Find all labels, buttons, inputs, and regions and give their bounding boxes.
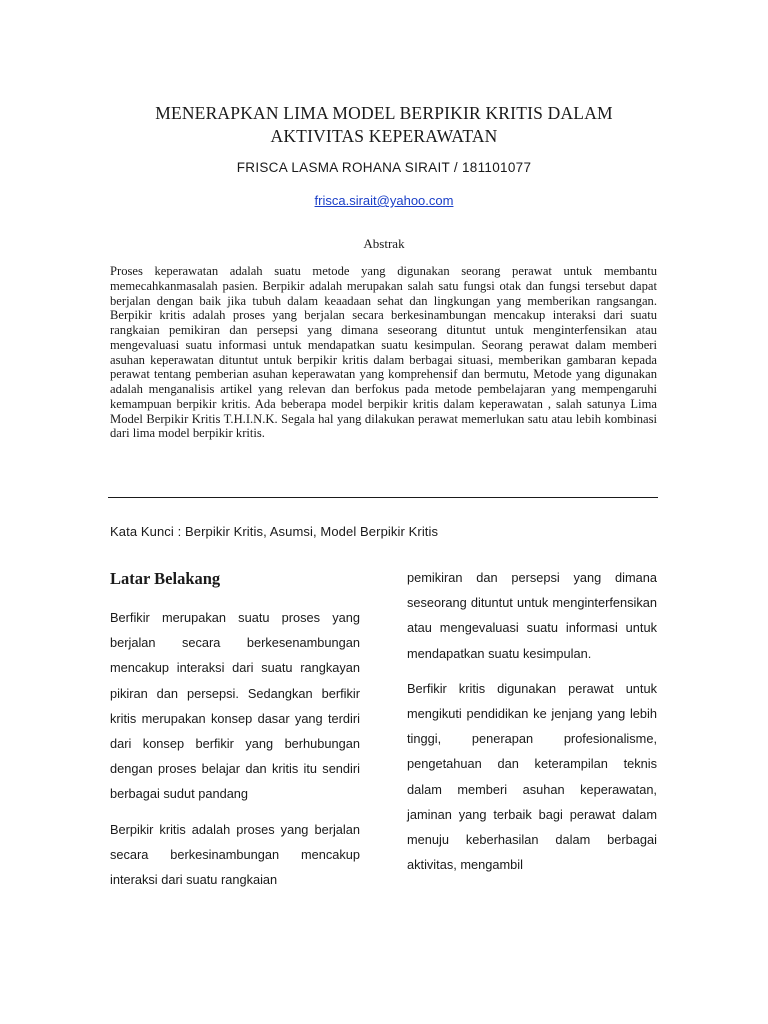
keywords: Kata Kunci : Berpikir Kritis, Asumsi, Model Berpikir Kritis <box>110 524 439 539</box>
paper-title <box>0 102 768 148</box>
paper-title-line-1: MENERAPKAN LIMA MODEL BERPIKIR KRITIS DALAM <box>155 103 613 123</box>
abstract-text: Proses keperawatan adalah suatu metode yang digunakan seorang perawat untuk membantu memecahkanmasalah pasien. Berpikir adalah merupakan salah satu fungsi otak dan fungsi tersebut dapat berjalan dengan baik jika tubuh dalam keaadaan sehat dan lingkungan yang memberikan rangsangan. Berpikir kritis adalah proses yang berjalan secara berkesinambungan mencakup interaksi dari suatu rangkaian pemikiran dan persepsi yang dimana seseorang dituntut untuk menginterfensikan atau mengevaluasi suatu informasi untuk mendapatkan suatu kesimpulan. Seorang perawat dalam memberi asuhan keperawatan dituntut untuk berpikir kritis dalam berbagai situasi, memberikan gambaran kepada perawat tentang pemberian asuhan keperawatan yang komprehensif dan bermutu, Metode yang digunakan adalah menganalisis artikel yang relevan dan berfokus pada metode pembelajaran yang mempengaruhi kemampuan berpikir kritis. Ada beberapa model berpikir kritis dalam keperawatan , salah satunya Lima Model Berpikir Kritis T.H.I.N.K. Segala hal yang dilakukan perawat memerlukan satu atau lebih kombinasi dari lima model berpikir kritis. <box>110 264 657 441</box>
section-heading: Latar Belakang <box>110 569 221 588</box>
section-divider <box>108 497 658 498</box>
email-link[interactable]: frisca.sirait@yahoo.com <box>314 193 454 208</box>
body-paragraph: Berpikir kritis adalah proses yang berjalan secara berkesinambungan mencakup interaksi dari suatu rangkaian <box>110 821 360 888</box>
body-paragraph: Berfikir kritis digunakan perawat untuk mengikuti pendidikan ke jenjang yang lebih tinggi, penerapan profesionalisme, pengetahuan dan keterampilan teknis dalam memberi asuhan keperawatan, jaminan yang terbaik bagi perawat dalam menuju keberhasilan dalam berbagai aktivitas, mengambil <box>407 680 657 873</box>
body-paragraph: Berfikir merupakan suatu proses yang berjalan secara berkesenambungan mencakup interaksi dari suatu rangkayan pikiran dan persepsi. Sedangkan berfikir kritis merupakan konsep dasar yang terdiri dari konsep berfikir yang berhubungan dengan proses belajar dan kritis itu sendiri berbagai sudut pandang <box>110 610 360 802</box>
author-email <box>0 193 768 208</box>
right-column <box>407 565 657 887</box>
body-paragraph: pemikiran dan persepsi yang dimana seseorang dituntut untuk menginterfensikan atau mengevaluasi suatu informasi untuk mendapatkan suatu kesimpulan. <box>407 570 657 661</box>
abstract-heading: Abstrak <box>363 236 405 251</box>
left-column <box>110 566 360 902</box>
paper-title-line-2: AKTIVITAS KEPERAWATAN <box>270 126 498 146</box>
author-line: FRISCA LASMA ROHANA SIRAIT / 181101077 <box>236 160 532 175</box>
